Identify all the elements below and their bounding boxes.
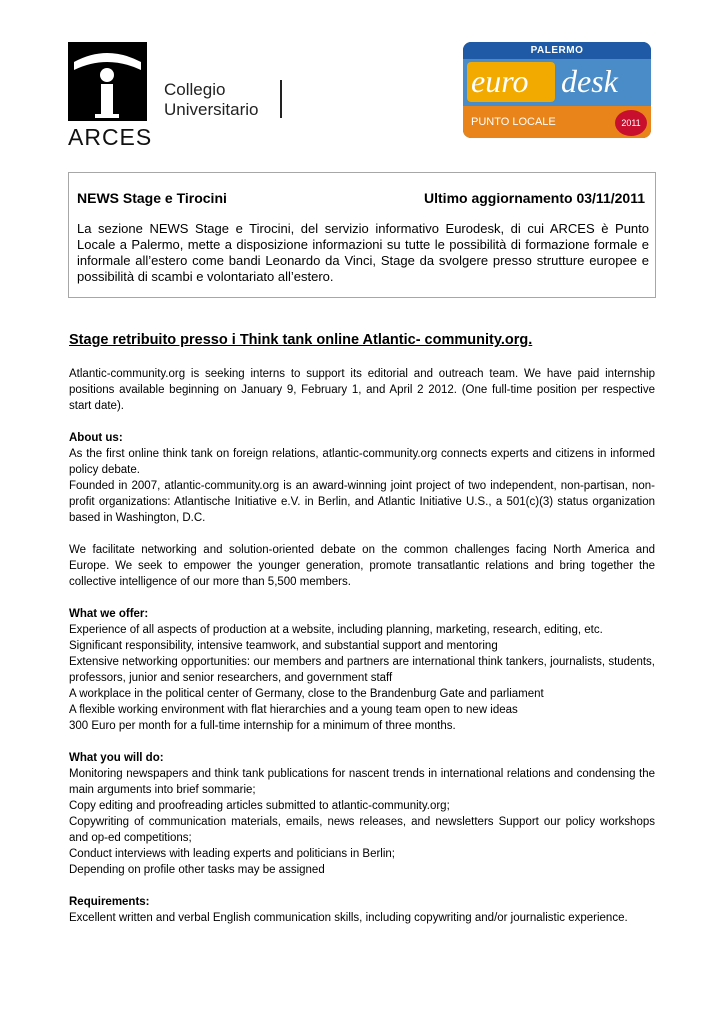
requirements-paragraph: Excellent written and verbal English communication skills, including copywriting and/or journalistic experience. xyxy=(69,912,628,924)
do-heading: What you will do: xyxy=(69,752,164,764)
arces-emblem xyxy=(68,42,147,121)
do-item: Copywriting of communication materials, emails, news releases, and newsletters Support our policy workshops and op-ed competitions; xyxy=(69,816,655,844)
do-item: Copy editing and proofreading articles submitted to atlantic-community.org; xyxy=(69,800,450,812)
offer-item: Extensive networking opportunities: our members and partners are international think tankers, journalists, students, professors, junior and senior researchers, and government staff xyxy=(69,656,655,684)
eurodesk-year-badge: 2011 xyxy=(615,110,647,136)
offer-item: Significant responsibility, intensive teamwork, and substantial support and mentoring xyxy=(69,640,498,652)
box-description: La sezione NEWS Stage e Tirocini, del servizio informativo Eurodesk, di cui ARCES è Punto Locale a Palermo, mette a disposizione informazioni su tutte le possibilità di formazione formale e informale all’estero come bandi Leonardo da Vinci, Stage da svolgere presso strutture europee e possibilità di scambi e volontariato all’estero. xyxy=(77,221,649,284)
arces-logo xyxy=(68,42,288,150)
offer-item: A flexible working environment with flat hierarchies and a young team open to new ideas xyxy=(69,704,518,716)
arces-line1: Collegio xyxy=(164,80,226,99)
do-item: Conduct interviews with leading experts and politicians in Berlin; xyxy=(69,848,396,860)
arces-line2: Universitario xyxy=(164,100,259,119)
eurodesk-punto-locale: PUNTO LOCALE xyxy=(471,116,556,128)
do-item: Depending on profile other tasks may be assigned xyxy=(69,864,325,876)
eurodesk-desk: desk xyxy=(561,63,618,99)
box-title: NEWS Stage e Tirocini xyxy=(77,190,227,206)
requirements-heading: Requirements: xyxy=(69,896,150,908)
eurodesk-euro: euro xyxy=(467,62,555,102)
article-intro: Atlantic-community.org is seeking interns to support its editorial and outreach team. We have paid internship positions available beginning on January 9, February 1, and April 2 2012. (One full-time position per respective start date). xyxy=(69,368,655,412)
news-info-box xyxy=(68,172,656,298)
offer-item: A workplace in the political center of Germany, close to the Brandenburg Gate and parliament xyxy=(69,688,544,700)
do-item: Monitoring newspapers and think tank publications for nascent trends in international relations and condensing the main arguments into brief sommarie; xyxy=(69,768,655,796)
arces-wordmark: ARCES xyxy=(68,124,153,150)
eurodesk-logo xyxy=(463,42,651,138)
offer-item: Experience of all aspects of production at a website, including planning, marketing, research, editing, etc. xyxy=(69,624,603,636)
about-heading: About us: xyxy=(69,432,123,444)
eurodesk-city: PALERMO xyxy=(463,42,651,59)
article-headline: Stage retribuito presso i Think tank online Atlantic- community.org. xyxy=(69,332,533,348)
about-paragraph-3: We facilitate networking and solution-oriented debate on the common challenges facing North America and Europe. We seek to empower the younger generation, promote transatlantic relations and bring together the collective intelligence of our more than 5,500 members. xyxy=(69,544,655,588)
last-updated: Ultimo aggiornamento 03/11/2011 xyxy=(424,190,645,206)
offer-heading: What we offer: xyxy=(69,608,149,620)
offer-item: 300 Euro per month for a full-time internship for a minimum of three months. xyxy=(69,720,456,732)
do-list xyxy=(69,766,655,878)
about-paragraph-2: Founded in 2007, atlantic-community.org is an award-winning joint project of two independent, non-partisan, non-profit organizations: Atlantische Initiative e.V. in Berlin, and Atlantic Initiative U.S., a 501(c)(3) status organization based in Washington, D.C. xyxy=(69,480,655,524)
logo-divider xyxy=(280,80,282,118)
about-paragraph-1: As the first online think tank on foreign relations, atlantic-community.org connects experts and citizens in informed policy debate. xyxy=(69,448,655,476)
offer-list xyxy=(69,622,655,734)
